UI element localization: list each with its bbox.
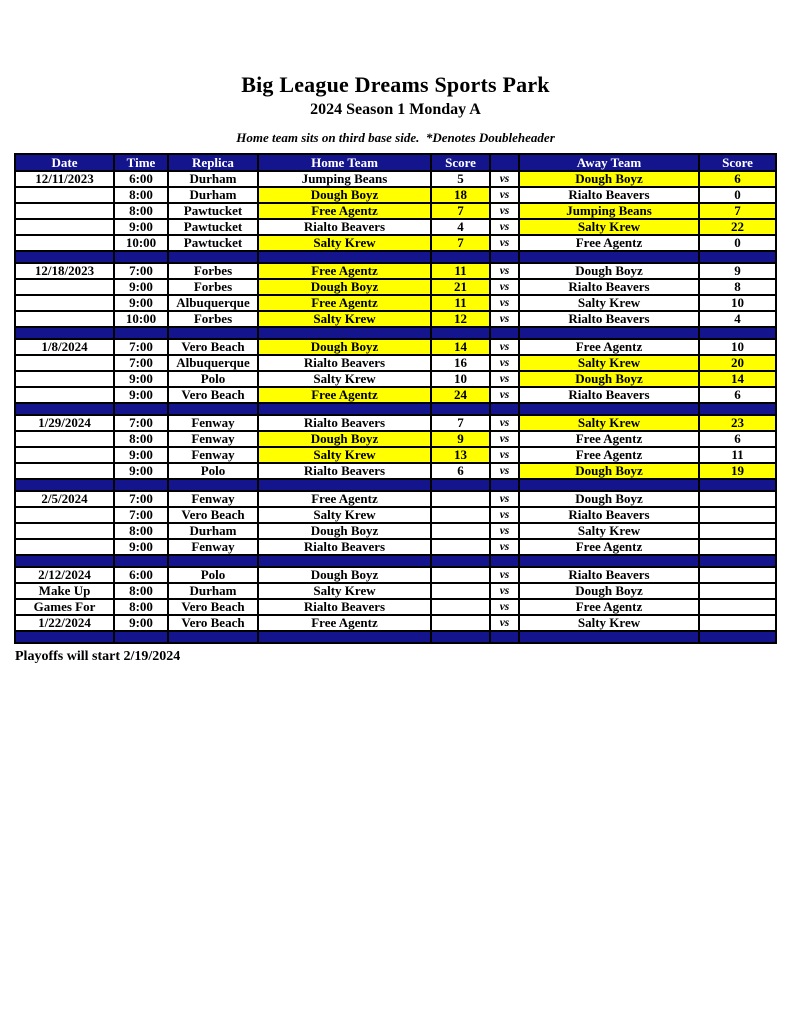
away-team-cell: Free Agentz (519, 599, 699, 615)
away-score-cell: 19 (699, 463, 776, 479)
separator-cell (168, 479, 258, 491)
away-score-cell: 6 (699, 171, 776, 187)
game-row (15, 567, 776, 583)
replica-cell: Vero Beach (168, 615, 258, 631)
date-cell: 1/29/2024 (15, 415, 114, 431)
separator-cell (699, 403, 776, 415)
away-score-cell: 14 (699, 371, 776, 387)
time-cell: 9:00 (114, 539, 168, 555)
home-score-cell: 4 (431, 219, 490, 235)
home-score-cell: 11 (431, 263, 490, 279)
vs-cell: vs (490, 583, 519, 599)
home-score-cell (431, 539, 490, 555)
separator-cell (168, 555, 258, 567)
separator-cell (431, 327, 490, 339)
home-team-cell: Dough Boyz (258, 431, 431, 447)
game-row (15, 463, 776, 479)
game-row (15, 219, 776, 235)
away-score-cell (699, 539, 776, 555)
game-row (15, 203, 776, 219)
replica-cell: Albuquerque (168, 295, 258, 311)
separator-cell (114, 251, 168, 263)
away-team-cell: Rialto Beavers (519, 507, 699, 523)
column-header-away-team: Away Team (519, 154, 699, 171)
away-score-cell (699, 523, 776, 539)
date-cell (15, 279, 114, 295)
home-team-cell: Salty Krew (258, 311, 431, 327)
home-team-cell: Dough Boyz (258, 339, 431, 355)
separator-cell (114, 479, 168, 491)
time-cell: 9:00 (114, 279, 168, 295)
replica-cell: Forbes (168, 279, 258, 295)
separator-cell (699, 555, 776, 567)
away-score-cell (699, 615, 776, 631)
home-team-cell: Rialto Beavers (258, 599, 431, 615)
home-score-cell: 13 (431, 447, 490, 463)
game-row (15, 599, 776, 615)
away-score-cell: 7 (699, 203, 776, 219)
home-team-cell: Free Agentz (258, 295, 431, 311)
home-team-cell: Free Agentz (258, 263, 431, 279)
replica-cell: Fenway (168, 447, 258, 463)
replica-cell: Pawtucket (168, 235, 258, 251)
date-cell: 2/5/2024 (15, 491, 114, 507)
away-team-cell: Free Agentz (519, 431, 699, 447)
game-row (15, 507, 776, 523)
separator-cell (168, 327, 258, 339)
away-team-cell: Free Agentz (519, 447, 699, 463)
time-cell: 7:00 (114, 415, 168, 431)
separator-cell (15, 403, 114, 415)
away-score-cell (699, 583, 776, 599)
away-team-cell: Free Agentz (519, 235, 699, 251)
away-team-cell: Salty Krew (519, 355, 699, 371)
game-row (15, 263, 776, 279)
home-score-cell: 6 (431, 463, 490, 479)
home-score-cell: 9 (431, 431, 490, 447)
column-header-replica: Replica (168, 154, 258, 171)
game-row (15, 279, 776, 295)
vs-cell: vs (490, 203, 519, 219)
separator-cell (15, 251, 114, 263)
time-cell: 10:00 (114, 311, 168, 327)
home-team-note: Home team sits on third base side. *Denotes Doubleheader (236, 130, 555, 145)
time-cell: 9:00 (114, 219, 168, 235)
time-cell: 9:00 (114, 371, 168, 387)
separator-cell (431, 631, 490, 643)
separator-cell (431, 403, 490, 415)
game-row (15, 447, 776, 463)
page-title: Big League Dreams Sports Park (241, 72, 550, 97)
away-team-cell: Dough Boyz (519, 263, 699, 279)
time-cell: 8:00 (114, 187, 168, 203)
date-cell: Games For (15, 599, 114, 615)
separator-cell (15, 327, 114, 339)
game-row (15, 311, 776, 327)
separator-cell (15, 479, 114, 491)
away-team-cell: Jumping Beans (519, 203, 699, 219)
away-team-cell: Dough Boyz (519, 463, 699, 479)
away-team-cell: Dough Boyz (519, 491, 699, 507)
vs-cell: vs (490, 463, 519, 479)
home-score-cell: 11 (431, 295, 490, 311)
game-row (15, 171, 776, 187)
separator-cell (258, 631, 431, 643)
separator-cell (431, 555, 490, 567)
away-score-cell: 11 (699, 447, 776, 463)
away-team-cell: Rialto Beavers (519, 279, 699, 295)
vs-cell: vs (490, 523, 519, 539)
vs-cell: vs (490, 295, 519, 311)
away-team-cell: Rialto Beavers (519, 567, 699, 583)
table-header-row (15, 154, 776, 171)
game-row (15, 235, 776, 251)
separator-cell (114, 631, 168, 643)
home-score-cell (431, 507, 490, 523)
away-score-cell (699, 491, 776, 507)
block-separator-row (15, 479, 776, 491)
home-team-cell: Dough Boyz (258, 279, 431, 295)
separator-cell (519, 631, 699, 643)
home-team-cell: Rialto Beavers (258, 415, 431, 431)
separator-cell (258, 251, 431, 263)
home-team-cell: Rialto Beavers (258, 219, 431, 235)
vs-cell: vs (490, 447, 519, 463)
replica-cell: Durham (168, 523, 258, 539)
date-cell (15, 235, 114, 251)
separator-cell (490, 479, 519, 491)
away-score-cell: 0 (699, 187, 776, 203)
home-team-cell: Salty Krew (258, 371, 431, 387)
replica-cell: Pawtucket (168, 219, 258, 235)
date-cell (15, 295, 114, 311)
away-score-cell (699, 507, 776, 523)
replica-cell: Vero Beach (168, 339, 258, 355)
date-cell: Make Up (15, 583, 114, 599)
home-score-cell: 18 (431, 187, 490, 203)
separator-cell (431, 251, 490, 263)
game-row (15, 339, 776, 355)
date-cell (15, 539, 114, 555)
separator-cell (699, 479, 776, 491)
game-row (15, 431, 776, 447)
separator-cell (699, 251, 776, 263)
away-team-cell: Dough Boyz (519, 583, 699, 599)
home-score-cell (431, 567, 490, 583)
date-cell: 12/18/2023 (15, 263, 114, 279)
home-score-cell (431, 523, 490, 539)
vs-cell: vs (490, 615, 519, 631)
home-score-cell: 14 (431, 339, 490, 355)
away-team-cell: Salty Krew (519, 523, 699, 539)
separator-cell (519, 403, 699, 415)
separator-cell (519, 479, 699, 491)
time-cell: 9:00 (114, 295, 168, 311)
date-cell (15, 203, 114, 219)
replica-cell: Durham (168, 187, 258, 203)
date-cell (15, 507, 114, 523)
game-row (15, 491, 776, 507)
away-team-cell: Rialto Beavers (519, 187, 699, 203)
schedule-table (14, 153, 777, 644)
separator-cell (15, 555, 114, 567)
column-header-home-score: Score (431, 154, 490, 171)
separator-cell (490, 631, 519, 643)
game-row (15, 371, 776, 387)
column-header-away-score: Score (699, 154, 776, 171)
home-team-cell: Free Agentz (258, 491, 431, 507)
season-subtitle: 2024 Season 1 Monday A (310, 101, 481, 118)
home-team-cell: Free Agentz (258, 203, 431, 219)
home-team-cell: Rialto Beavers (258, 463, 431, 479)
date-cell: 2/12/2024 (15, 567, 114, 583)
separator-cell (431, 479, 490, 491)
away-team-cell: Dough Boyz (519, 171, 699, 187)
time-cell: 7:00 (114, 491, 168, 507)
game-row (15, 615, 776, 631)
game-row (15, 295, 776, 311)
away-team-cell: Dough Boyz (519, 371, 699, 387)
home-team-cell: Jumping Beans (258, 171, 431, 187)
home-team-cell: Free Agentz (258, 615, 431, 631)
block-separator-row (15, 403, 776, 415)
time-cell: 6:00 (114, 171, 168, 187)
game-row (15, 583, 776, 599)
away-score-cell: 4 (699, 311, 776, 327)
vs-cell: vs (490, 371, 519, 387)
replica-cell: Forbes (168, 263, 258, 279)
vs-cell: vs (490, 339, 519, 355)
replica-cell: Polo (168, 463, 258, 479)
separator-cell (490, 555, 519, 567)
home-score-cell: 21 (431, 279, 490, 295)
time-cell: 7:00 (114, 339, 168, 355)
separator-cell (519, 327, 699, 339)
date-cell (15, 371, 114, 387)
column-header-home-team: Home Team (258, 154, 431, 171)
time-cell: 7:00 (114, 263, 168, 279)
time-cell: 6:00 (114, 567, 168, 583)
date-cell (15, 463, 114, 479)
home-team-cell: Rialto Beavers (258, 355, 431, 371)
vs-cell: vs (490, 507, 519, 523)
replica-cell: Forbes (168, 311, 258, 327)
home-score-cell (431, 583, 490, 599)
date-cell: 1/22/2024 (15, 615, 114, 631)
time-cell: 8:00 (114, 583, 168, 599)
home-score-cell: 12 (431, 311, 490, 327)
home-score-cell: 7 (431, 415, 490, 431)
home-score-cell (431, 491, 490, 507)
column-header-vs (490, 154, 519, 171)
away-score-cell: 9 (699, 263, 776, 279)
game-row (15, 387, 776, 403)
separator-cell (258, 327, 431, 339)
away-team-cell: Salty Krew (519, 615, 699, 631)
date-cell (15, 431, 114, 447)
replica-cell: Vero Beach (168, 599, 258, 615)
replica-cell: Polo (168, 567, 258, 583)
replica-cell: Vero Beach (168, 507, 258, 523)
home-team-cell: Salty Krew (258, 235, 431, 251)
separator-cell (519, 251, 699, 263)
vs-cell: vs (490, 599, 519, 615)
separator-cell (168, 251, 258, 263)
replica-cell: Albuquerque (168, 355, 258, 371)
away-score-cell: 23 (699, 415, 776, 431)
away-score-cell: 6 (699, 431, 776, 447)
replica-cell: Fenway (168, 415, 258, 431)
vs-cell: vs (490, 355, 519, 371)
away-score-cell: 10 (699, 339, 776, 355)
time-cell: 9:00 (114, 387, 168, 403)
separator-cell (490, 403, 519, 415)
home-score-cell (431, 599, 490, 615)
time-cell: 10:00 (114, 235, 168, 251)
schedule-table-body (15, 171, 776, 643)
time-cell: 8:00 (114, 599, 168, 615)
vs-cell: vs (490, 187, 519, 203)
away-team-cell: Salty Krew (519, 219, 699, 235)
away-score-cell: 22 (699, 219, 776, 235)
home-score-cell: 7 (431, 203, 490, 219)
separator-cell (699, 327, 776, 339)
vs-cell: vs (490, 491, 519, 507)
time-cell: 9:00 (114, 447, 168, 463)
game-row (15, 523, 776, 539)
replica-cell: Pawtucket (168, 203, 258, 219)
home-score-cell (431, 615, 490, 631)
home-score-cell: 7 (431, 235, 490, 251)
away-team-cell: Salty Krew (519, 415, 699, 431)
date-cell (15, 311, 114, 327)
date-cell: 1/8/2024 (15, 339, 114, 355)
page-header (0, 0, 791, 145)
home-score-cell: 16 (431, 355, 490, 371)
away-score-cell: 6 (699, 387, 776, 403)
separator-cell (519, 555, 699, 567)
home-team-cell: Rialto Beavers (258, 539, 431, 555)
playoffs-note: Playoffs will start 2/19/2024 (15, 649, 181, 664)
replica-cell: Polo (168, 371, 258, 387)
column-header-time: Time (114, 154, 168, 171)
away-team-cell: Free Agentz (519, 539, 699, 555)
time-cell: 9:00 (114, 615, 168, 631)
separator-cell (15, 631, 114, 643)
away-team-cell: Rialto Beavers (519, 387, 699, 403)
home-team-cell: Dough Boyz (258, 523, 431, 539)
separator-cell (114, 327, 168, 339)
home-team-cell: Free Agentz (258, 387, 431, 403)
home-team-cell: Dough Boyz (258, 187, 431, 203)
block-separator-row (15, 327, 776, 339)
date-cell (15, 355, 114, 371)
separator-cell (490, 251, 519, 263)
date-cell (15, 219, 114, 235)
date-cell (15, 447, 114, 463)
block-separator-row (15, 555, 776, 567)
time-cell: 9:00 (114, 463, 168, 479)
home-team-cell: Dough Boyz (258, 567, 431, 583)
separator-cell (168, 631, 258, 643)
date-cell (15, 387, 114, 403)
time-cell: 8:00 (114, 203, 168, 219)
away-team-cell: Rialto Beavers (519, 311, 699, 327)
away-score-cell: 10 (699, 295, 776, 311)
separator-cell (114, 403, 168, 415)
column-header-date: Date (15, 154, 114, 171)
vs-cell: vs (490, 431, 519, 447)
vs-cell: vs (490, 171, 519, 187)
away-score-cell: 20 (699, 355, 776, 371)
replica-cell: Fenway (168, 491, 258, 507)
home-team-cell: Salty Krew (258, 507, 431, 523)
separator-cell (258, 403, 431, 415)
block-separator-row (15, 631, 776, 643)
vs-cell: vs (490, 263, 519, 279)
away-team-cell: Free Agentz (519, 339, 699, 355)
vs-cell: vs (490, 567, 519, 583)
away-team-cell: Salty Krew (519, 295, 699, 311)
separator-cell (699, 631, 776, 643)
date-cell (15, 523, 114, 539)
vs-cell: vs (490, 415, 519, 431)
replica-cell: Durham (168, 583, 258, 599)
away-score-cell: 8 (699, 279, 776, 295)
time-cell: 8:00 (114, 431, 168, 447)
replica-cell: Durham (168, 171, 258, 187)
home-team-cell: Salty Krew (258, 447, 431, 463)
game-row (15, 187, 776, 203)
home-team-cell: Salty Krew (258, 583, 431, 599)
time-cell: 7:00 (114, 355, 168, 371)
away-score-cell (699, 567, 776, 583)
date-cell: 12/11/2023 (15, 171, 114, 187)
away-score-cell: 0 (699, 235, 776, 251)
time-cell: 7:00 (114, 507, 168, 523)
replica-cell: Fenway (168, 431, 258, 447)
time-cell: 8:00 (114, 523, 168, 539)
replica-cell: Vero Beach (168, 387, 258, 403)
separator-cell (258, 555, 431, 567)
home-score-cell: 24 (431, 387, 490, 403)
game-row (15, 415, 776, 431)
vs-cell: vs (490, 235, 519, 251)
date-cell (15, 187, 114, 203)
replica-cell: Fenway (168, 539, 258, 555)
home-score-cell: 10 (431, 371, 490, 387)
separator-cell (168, 403, 258, 415)
separator-cell (490, 327, 519, 339)
vs-cell: vs (490, 539, 519, 555)
game-row (15, 355, 776, 371)
away-score-cell (699, 599, 776, 615)
game-row (15, 539, 776, 555)
vs-cell: vs (490, 387, 519, 403)
vs-cell: vs (490, 279, 519, 295)
separator-cell (114, 555, 168, 567)
vs-cell: vs (490, 311, 519, 327)
home-score-cell: 5 (431, 171, 490, 187)
vs-cell: vs (490, 219, 519, 235)
block-separator-row (15, 251, 776, 263)
separator-cell (258, 479, 431, 491)
